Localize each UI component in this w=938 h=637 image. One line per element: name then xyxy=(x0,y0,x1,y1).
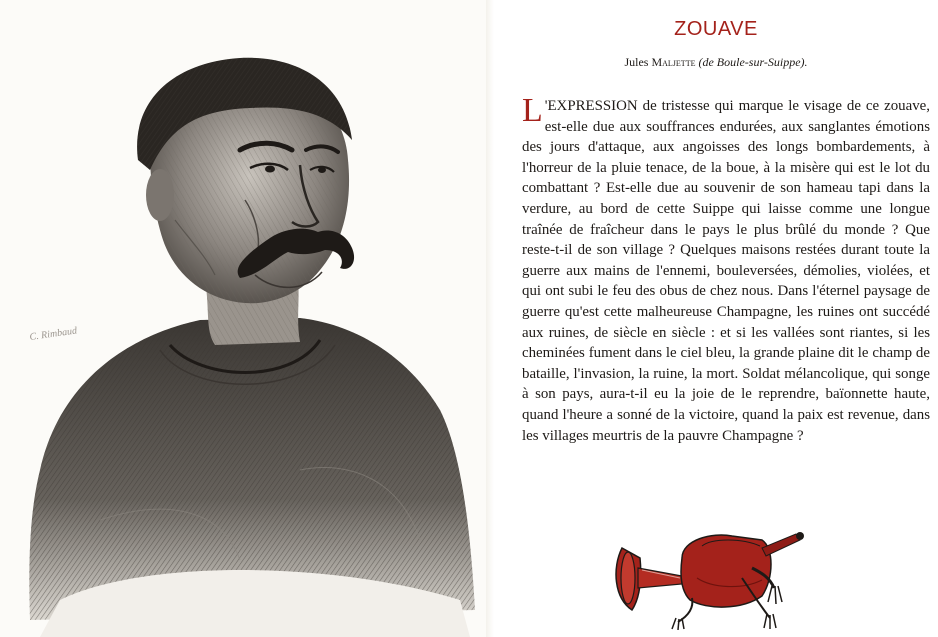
byline-first-name: Jules xyxy=(624,55,649,69)
page-title: ZOUAVE xyxy=(674,18,758,40)
drop-cap: L xyxy=(522,92,543,129)
byline xyxy=(494,55,938,70)
byline-origin: (de Boule-sur-Suippe). xyxy=(698,55,808,69)
right-page xyxy=(494,0,938,637)
bugle-and-pouch-vignette xyxy=(612,518,812,630)
page-gutter xyxy=(486,0,494,637)
body-text: de tristesse qui marque le visage de ce zouave, est-elle due aux souffrances endurées, aux sanglantes émotions des jours d'attaque, aux angoisses des longs bombardements, à l'horreur de la pluie tenace, de la boue, à la misère qui est le lot du combattant ? Est-elle due au souvenir de son hameau tapi dans la verdure, au bord de cette Suippe qui laisse comme une longue traînée de fraîcheur dans le pays le plus brûlé du monde ? Que reste-t-il de son village ? Quelques maisons restées durant toute la guerre aux mains de l'ennemi, bouleversées, démolies, violées, et qui ont subi le feu des obus de chez nous. Dans l'éternel paysage de guerre qu'est cette malheureuse Champagne, les ruines ont succédé aux ruines, de siècle en siècle : et si les vallées sont riantes, si les cheminées fument dans le ciel bleu, la grande plaine dit le champ de bataille, l'invasion, la ruine, la mort. Soldat mélancolique, qui songe à son pays, aura-t-il eu la joie de le reprendre, baïonnette haute, quand l'heure a sonné de la victoire, quand la paix est revenue, dans les villages meurtris de la pauvre Champagne ? xyxy=(522,98,930,444)
lead-word: 'EXPRESSION xyxy=(544,98,638,114)
artist-signature: C. Rimbaud xyxy=(28,325,78,343)
body-paragraph xyxy=(522,92,930,446)
byline-surname: Maljette xyxy=(651,55,696,69)
